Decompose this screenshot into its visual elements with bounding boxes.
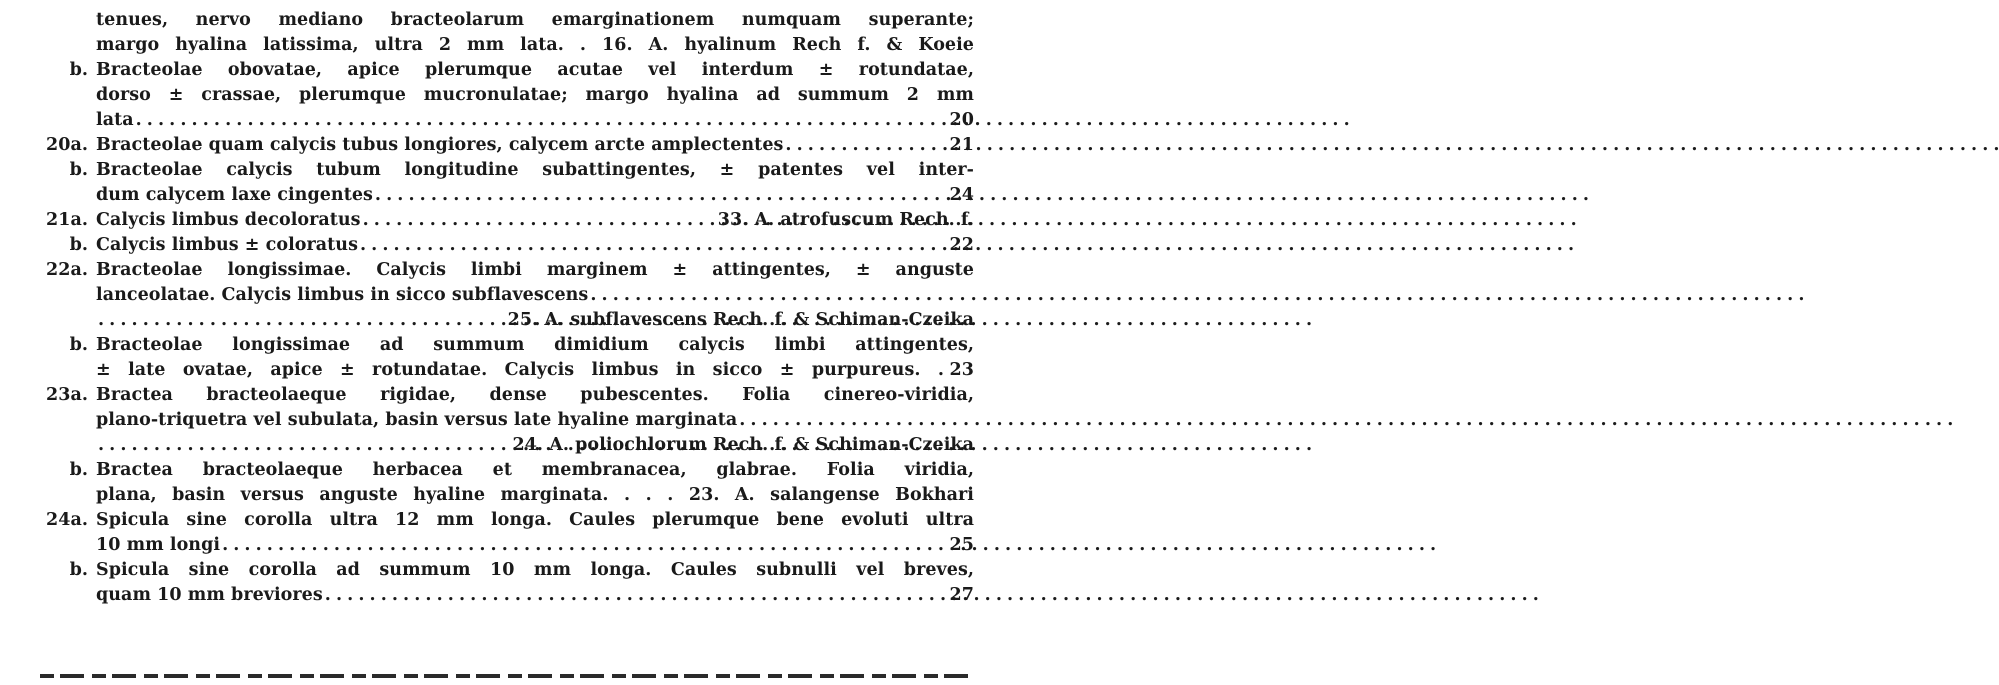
key-line: [0, 383, 1004, 407]
key-label: b.: [69, 560, 88, 580]
key-line: [0, 533, 1004, 557]
key-text: Bractea bracteolaeque rigidae, dense pubescentes. Folia cinereo-viridia,: [96, 385, 974, 405]
key-line: [0, 408, 1004, 432]
dot-leader: [222, 533, 1436, 557]
key-text: Bracteolae quam calycis tubus longiores, calycem arcte amplectentes: [96, 135, 784, 155]
key-reference: 27: [949, 585, 974, 605]
key-text: Spicula sine corolla ad summum 10 mm longa. Caules subnulli vel breves,: [96, 560, 974, 580]
key-label: 23a.: [46, 385, 88, 405]
key-text: margo hyalina latissima, ultra 2 mm lata. . 16. A. hyalinum Rech f. & Koeie: [96, 35, 974, 55]
key-line: [0, 233, 1004, 257]
key-line: [0, 8, 1004, 32]
key-line: [0, 333, 1004, 357]
key-label: b.: [69, 160, 88, 180]
key-line: [0, 458, 1004, 482]
key-label: b.: [69, 235, 88, 255]
key-text: Bracteolae longissimae. Calycis limbi marginem ± attingentes, ± anguste: [96, 260, 974, 280]
key-line: [0, 583, 1004, 607]
key-label: 22a.: [46, 260, 88, 280]
key-text: quam 10 mm breviores: [96, 585, 323, 605]
key-text: lata: [96, 110, 134, 130]
key-text: Spicula sine corolla ultra 12 mm longa. Caules plerumque bene evoluti ultra: [96, 510, 974, 530]
dot-leader: [136, 108, 1350, 132]
key-line: [0, 308, 1004, 332]
cropped-next-line: [0, 676, 1004, 685]
key-line: [0, 258, 1004, 282]
key-line: [0, 558, 1004, 582]
key-text: lanceolatae. Calycis limbus in sicco subflavescens: [96, 285, 589, 305]
key-line: [0, 183, 1004, 207]
key-text: dum calycem laxe cingentes: [96, 185, 373, 205]
key-label: 20a.: [46, 135, 88, 155]
dot-leader: [590, 283, 1804, 307]
key-line: [0, 358, 1004, 382]
key-label: 21a.: [46, 210, 88, 230]
key-reference: 25: [949, 535, 974, 555]
key-text: dorso ± crassae, plerumque mucronulatae; margo hyalina ad summum 2 mm: [96, 85, 974, 105]
dot-leader: [739, 408, 1953, 432]
key-line: [0, 433, 1004, 457]
key-reference: 22: [949, 235, 974, 255]
key-line: [0, 158, 1004, 182]
key-line: [0, 283, 1004, 307]
key-text: plana, basin versus anguste hyaline marginata. . . . 23. A. salangense Bokhari: [96, 485, 974, 505]
key-label: b.: [69, 335, 88, 355]
dot-leader: [375, 183, 1589, 207]
key-text: Calycis limbus decoloratus: [96, 210, 361, 230]
key-text: ± late ovatae, apice ± rotundatae. Calycis limbus in sicco ± purpureus. .: [96, 360, 944, 380]
key-line: [0, 58, 1004, 82]
species-reference: 25. A. subflavescens Rech. f. & Schiman-Czeika: [507, 310, 974, 330]
dot-leader: [325, 583, 1539, 607]
key-text: plano-triquetra vel subulata, basin versus late hyaline marginata: [96, 410, 738, 430]
key-line: [0, 508, 1004, 532]
key-text: Bractea bracteolaeque herbacea et membranacea, glabrae. Folia viridia,: [96, 460, 974, 480]
key-reference: 24: [949, 185, 974, 205]
key-line: [0, 33, 1004, 57]
key-reference: 21: [949, 135, 974, 155]
key-line: [0, 208, 1004, 232]
species-reference: 24. A. poliochlorum Rech. f. & Schiman-Czeika: [512, 435, 974, 455]
key-text: Calycis limbus ± coloratus: [96, 235, 358, 255]
key-text: Bracteolae calycis tubum longitudine subattingentes, ± patentes vel inter-: [96, 160, 974, 180]
key-line: [0, 83, 1004, 107]
key-label: b.: [69, 60, 88, 80]
key-line: [0, 108, 1004, 132]
species-reference: 33. A. atrofuscum Rech. f.: [717, 210, 974, 230]
key-text: 10 mm longi: [96, 535, 221, 555]
key-label: b.: [69, 460, 88, 480]
key-reference: 23: [949, 360, 974, 380]
key-text: Bracteolae obovatae, apice plerumque acutae vel interdum ± rotundatae,: [96, 60, 974, 80]
key-text: Bracteolae longissimae ad summum dimidium calycis limbi attingentes,: [96, 335, 974, 355]
key-label: 24a.: [46, 510, 88, 530]
key-reference: 20: [949, 110, 974, 130]
key-text: tenues, nervo mediano bracteolarum emarginationem numquam superante;: [96, 10, 974, 30]
key-line: [0, 133, 1004, 157]
key-line: [0, 483, 1004, 507]
